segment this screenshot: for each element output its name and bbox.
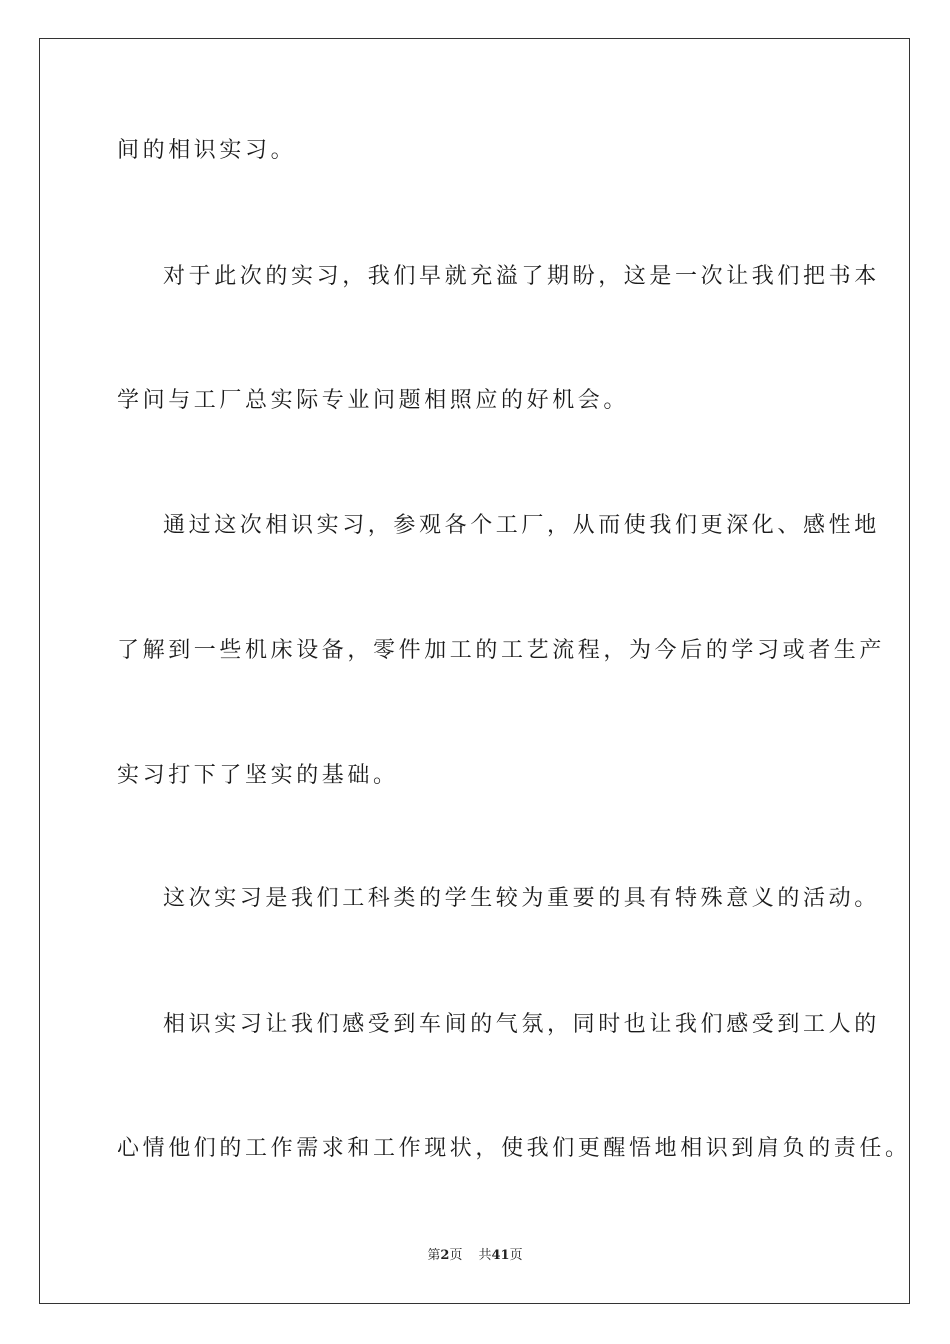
text-line: 间的相识实习。 xyxy=(117,138,297,163)
page-border xyxy=(39,38,910,1304)
total-pages: 41 xyxy=(491,1248,510,1263)
text-line: 了解到一些机床设备，零件加工的工艺流程，为今后的学习或者生产 xyxy=(117,638,886,663)
page-prefix: 第 xyxy=(427,1248,441,1263)
text-line: 心情他们的工作需求和工作现状，使我们更醒悟地相识到肩负的责任。 xyxy=(117,1136,911,1161)
text-line: 学问与工厂总实际专业问题相照应的好机会。 xyxy=(117,388,630,413)
page-number: 2 xyxy=(440,1248,450,1263)
paragraph-first-line: 相识实习让我们感受到车间的气氛，同时也让我们感受到工人的 xyxy=(163,1012,880,1037)
text-line: 实习打下了坚实的基础。 xyxy=(117,763,399,788)
page-footer xyxy=(0,1247,950,1265)
paragraph-first-line: 这次实习是我们工科类的学生较为重要的具有特殊意义的活动。 xyxy=(163,886,880,911)
total-suffix: 页 xyxy=(509,1248,523,1263)
paragraph-first-line: 对于此次的实习，我们早就充溢了期盼，这是一次让我们把书本 xyxy=(163,264,880,289)
page-suffix: 页 xyxy=(449,1248,463,1263)
paragraph-first-line: 通过这次相识实习，参观各个工厂，从而使我们更深化、感性地 xyxy=(163,513,880,538)
total-prefix: 共 xyxy=(478,1248,492,1263)
